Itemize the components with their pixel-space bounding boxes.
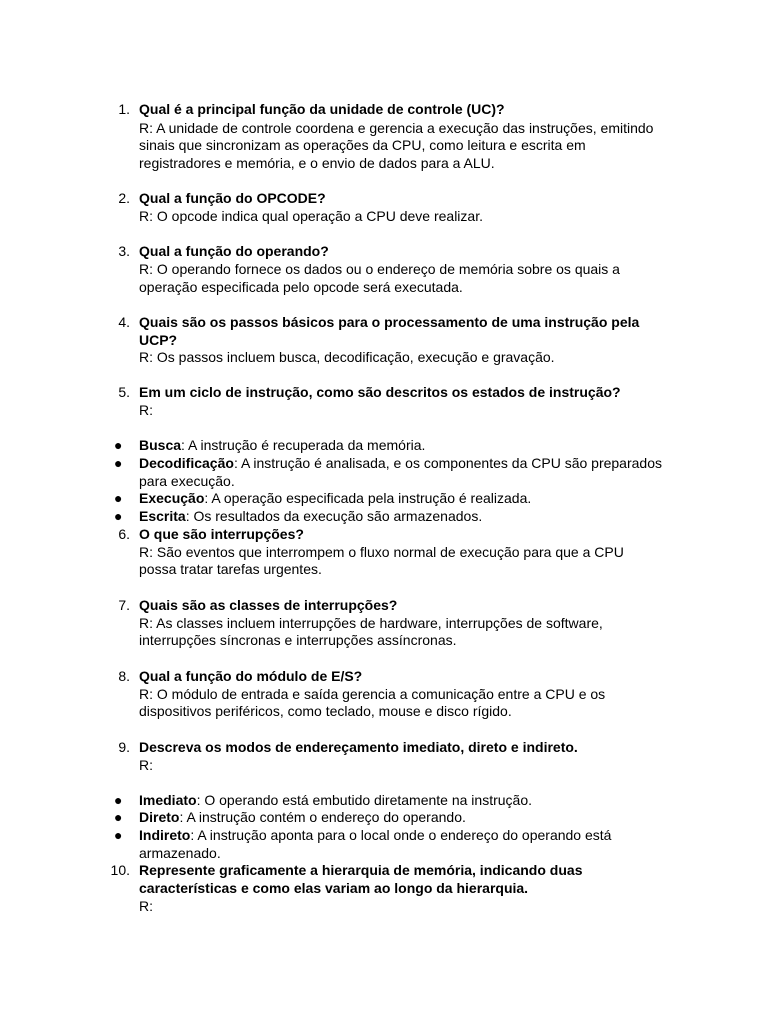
bullet-item-continuation: armazenado.	[139, 845, 221, 861]
answer-line: R: O opcode indica qual operação a CPU deve realizar.	[139, 208, 483, 224]
question-title: O que são interrupções?	[139, 526, 304, 542]
bullet-icon: ●	[114, 437, 123, 453]
bullet-item: Direto: A instrução contém o endereço do operando.	[139, 809, 466, 825]
answer-line: R:	[139, 757, 153, 773]
answer-line: R: O módulo de entrada e saída gerencia a comunicação entre a CPU e os	[139, 686, 606, 702]
answer-line: R: As classes incluem interrupções de hardware, interrupções de software,	[139, 615, 603, 631]
question-number: 8.	[118, 668, 130, 684]
answer-line: possa tratar tarefas urgentes.	[139, 561, 322, 577]
question-number: 6.	[118, 526, 130, 542]
question-title: Quais são os passos básicos para o processamento de uma instrução pela	[139, 314, 640, 330]
answer-line: R: Os passos incluem busca, decodificação, execução e gravação.	[139, 349, 555, 365]
question-title: características e como elas variam ao longo da hierarquia.	[139, 880, 529, 896]
question-title: Em um ciclo de instrução, como são descritos os estados de instrução?	[139, 384, 621, 400]
question-number: 4.	[118, 314, 130, 330]
question-number: 2.	[118, 190, 130, 206]
answer-line: interrupções síncronas e interrupções assíncronas.	[139, 632, 457, 648]
bullet-icon: ●	[114, 809, 123, 825]
bullet-icon: ●	[114, 490, 123, 506]
bullet-icon: ●	[114, 792, 123, 808]
question-title: Represente graficamente a hierarquia de memória, indicando duas	[139, 862, 583, 878]
answer-line: sinais que sincronizam as operações da CPU, como leitura e escrita em	[139, 137, 586, 153]
answer-line: registradores e memória, e o envio de dados para a ALU.	[139, 155, 495, 171]
question-number: 1.	[118, 101, 130, 117]
question-title: UCP?	[139, 332, 178, 348]
question-number: 10.	[110, 862, 130, 878]
question-number: 5.	[118, 384, 130, 400]
answer-line: R:	[139, 402, 153, 418]
question-title: Qual é a principal função da unidade de controle (UC)?	[139, 101, 505, 117]
bullet-icon: ●	[114, 508, 123, 524]
answer-line: dispositivos periféricos, como teclado, mouse e disco rígido.	[139, 703, 512, 719]
question-title: Quais são as classes de interrupções?	[139, 597, 398, 613]
answer-line: R: O operando fornece os dados ou o endereço de memória sobre os quais a	[139, 261, 620, 277]
answer-line: R:	[139, 898, 153, 914]
question-number: 9.	[118, 739, 130, 755]
bullet-item: Indireto: A instrução aponta para o local onde o endereço do operando está	[139, 827, 612, 843]
question-title: Qual a função do módulo de E/S?	[139, 668, 363, 684]
bullet-item: Escrita: Os resultados da execução são armazenados.	[139, 508, 483, 524]
bullet-item-continuation: para execução.	[139, 473, 235, 489]
question-number: 7.	[118, 597, 130, 613]
question-title: Qual a função do operando?	[139, 243, 329, 259]
answer-line: R: São eventos que interrompem o fluxo normal de execução para que a CPU	[139, 544, 624, 560]
question-title: Qual a função do OPCODE?	[139, 190, 326, 206]
bullet-icon: ●	[114, 455, 123, 471]
question-title: Descreva os modos de endereçamento imediato, direto e indireto.	[139, 739, 578, 755]
bullet-item: Decodificação: A instrução é analisada, e os componentes da CPU são preparados	[139, 455, 662, 471]
answer-line: R: A unidade de controle coordena e gerencia a execução das instruções, emitindo	[139, 120, 654, 136]
answer-line: operação especificada pelo opcode será executada.	[139, 279, 463, 295]
question-number: 3.	[118, 243, 130, 259]
bullet-item: Execução: A operação especificada pela instrução é realizada.	[139, 490, 532, 506]
bullet-icon: ●	[114, 827, 123, 843]
bullet-item: Imediato: O operando está embutido diretamente na instrução.	[139, 792, 533, 808]
bullet-item: Busca: A instrução é recuperada da memória.	[139, 437, 426, 453]
